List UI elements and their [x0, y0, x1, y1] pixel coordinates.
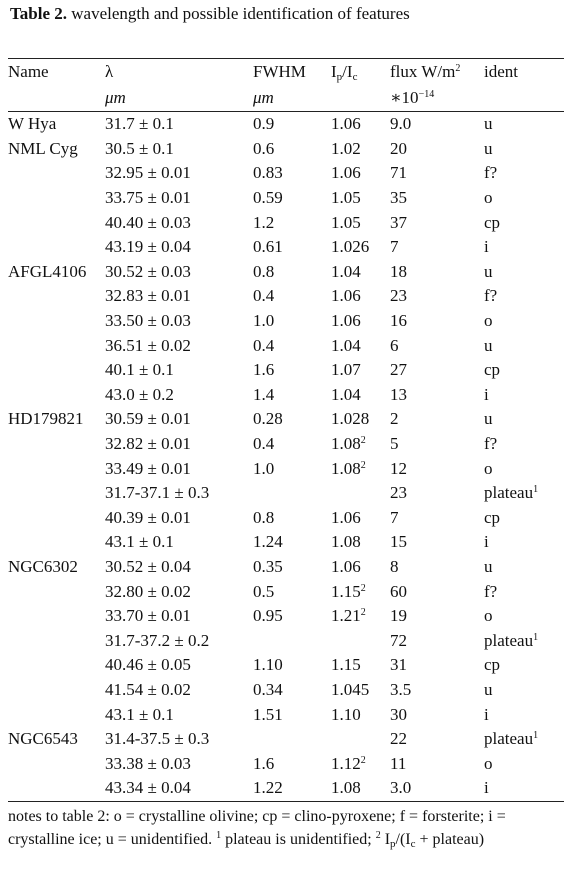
cell-name: AFGL4106: [8, 261, 87, 281]
cell-name: [8, 186, 105, 211]
cell-ident: i: [484, 778, 489, 798]
cell-lambda: 40.46 ± 0.05: [105, 655, 191, 675]
table-row: [8, 309, 564, 334]
table-row: [8, 210, 564, 235]
cell-ratio: 1.21$^2$: [331, 606, 366, 626]
cell-lambda: 32.95 ± 0.01: [105, 163, 191, 183]
table-page: [8, 4, 564, 851]
cell-fwhm: [253, 481, 331, 506]
cell-lambda: 31.7 ± 0.1: [105, 112, 253, 137]
cell-name: [8, 161, 105, 186]
cell-fwhm: 0.95: [253, 606, 283, 626]
table-row: [8, 432, 564, 457]
cell-fwhm: 0.59: [253, 188, 283, 208]
cell-ratio: 1.08$^2$: [331, 458, 366, 478]
table-row: [8, 555, 564, 580]
cell-ident: f?: [484, 581, 498, 601]
table-row: [8, 579, 564, 604]
cell-ratio: 1.06: [331, 556, 361, 576]
caption-label: Table 2.: [10, 4, 68, 23]
cell-flux: 22: [390, 729, 407, 749]
cell-lambda: 30.59 ± 0.01: [105, 409, 191, 429]
cell-fwhm: 1.6: [253, 360, 275, 380]
cell-name: [8, 506, 105, 531]
cell-fwhm: 0.8: [253, 507, 275, 527]
cell-lambda: 33.49 ± 0.01: [105, 458, 191, 478]
cell-ratio: 1.12$^2$: [331, 753, 366, 773]
header-fwhm-unit: μm: [253, 88, 274, 107]
cell-name: [8, 604, 105, 629]
cell-ident: u: [484, 261, 493, 281]
cell-ident: i: [484, 237, 489, 257]
cell-flux: 30: [390, 704, 407, 724]
table-row: [8, 481, 564, 506]
cell-ratio: 1.04: [331, 384, 361, 404]
cell-lambda: 40.1 ± 0.1: [105, 360, 174, 380]
cell-ratio: 1.02: [331, 138, 361, 158]
table-row: [8, 456, 564, 481]
cell-fwhm: 0.9: [253, 112, 331, 137]
table-header: [8, 59, 564, 112]
cell-flux: 7: [390, 507, 399, 527]
cell-name: NML Cyg: [8, 138, 78, 158]
cell-name: [8, 333, 105, 358]
cell-ident: o: [484, 311, 493, 331]
cell-lambda: 43.1 ± 0.1: [105, 532, 174, 552]
cell-flux: 71: [390, 163, 407, 183]
table-row: [8, 727, 564, 752]
cell-lambda: 40.40 ± 0.03: [105, 212, 191, 232]
cell-lambda: 33.50 ± 0.03: [105, 311, 191, 331]
table-row: [8, 260, 564, 285]
cell-ident: plateau$^1$: [484, 630, 539, 650]
cell-name: [8, 678, 105, 703]
cell-lambda: 40.39 ± 0.01: [105, 507, 191, 527]
cell-ident: f?: [484, 163, 498, 183]
cell-fwhm: 1.51: [253, 704, 283, 724]
cell-fwhm: 0.34: [253, 679, 283, 699]
cell-ratio: 1.026: [331, 237, 370, 257]
cell-ident: u: [484, 409, 493, 429]
cell-name: [8, 702, 105, 727]
cell-name: W Hya: [8, 112, 105, 137]
cell-ratio: 1.10: [331, 704, 361, 724]
cell-name: [8, 530, 105, 555]
table-row: [8, 776, 564, 801]
cell-lambda: 41.54 ± 0.02: [105, 679, 191, 699]
table-row: [8, 604, 564, 629]
cell-lambda: 30.52 ± 0.04: [105, 556, 191, 576]
cell-lambda: 36.51 ± 0.02: [105, 335, 191, 355]
cell-ident: cp: [484, 507, 501, 527]
cell-ratio: 1.028: [331, 409, 370, 429]
cell-name: [8, 383, 105, 408]
table-row: [8, 186, 564, 211]
cell-lambda: 33.38 ± 0.03: [105, 753, 191, 773]
cell-lambda: 30.52 ± 0.03: [105, 261, 191, 281]
table-row: [8, 137, 564, 162]
cell-flux: 27: [390, 360, 407, 380]
cell-ratio: 1.045: [331, 679, 370, 699]
cell-ident: plateau$^1$: [484, 483, 539, 503]
cell-fwhm: 0.6: [253, 138, 275, 158]
cell-ident: u: [484, 335, 493, 355]
cell-ratio: [331, 481, 390, 506]
cell-ident: i: [484, 532, 489, 552]
table-row: [8, 530, 564, 555]
table-row: [8, 702, 564, 727]
cell-flux: 23: [390, 286, 407, 306]
table-row: [8, 235, 564, 260]
features-table: [8, 59, 564, 801]
cell-fwhm: 0.4: [253, 434, 275, 454]
cell-flux: 31: [390, 655, 407, 675]
cell-fwhm: 1.2: [253, 212, 275, 232]
cell-flux: 5: [390, 434, 399, 454]
cell-fwhm: 1.4: [253, 384, 275, 404]
cell-flux: 15: [390, 532, 407, 552]
cell-ident: cp: [484, 360, 501, 380]
cell-ident: i: [484, 704, 489, 724]
cell-lambda: 43.0 ± 0.2: [105, 384, 174, 404]
table-body: [8, 112, 564, 801]
cell-ident: f?: [484, 286, 498, 306]
cell-ident: u: [484, 556, 493, 576]
cell-ident: cp: [484, 212, 501, 232]
cell-ratio: 1.06: [331, 163, 361, 183]
cell-flux: 3.5: [390, 679, 412, 699]
cell-lambda: 31.4-37.5 ± 0.3: [105, 729, 210, 749]
cell-flux: 11: [390, 753, 407, 773]
cell-ident: o: [484, 753, 493, 773]
header-name: Name: [8, 62, 49, 81]
cell-ratio: 1.05: [331, 212, 361, 232]
cell-flux: 19: [390, 606, 407, 626]
header-lambda-unit: μm: [105, 88, 126, 107]
cell-ratio: [331, 628, 390, 653]
cell-name: [8, 235, 105, 260]
cell-ident: o: [484, 458, 493, 478]
cell-flux: 60: [390, 581, 407, 601]
header-fwhm: FWHM: [253, 62, 306, 81]
cell-flux: 20: [390, 138, 407, 158]
cell-name: HD179821: [8, 409, 84, 429]
cell-flux: 72: [390, 630, 407, 650]
cell-lambda: 32.83 ± 0.01: [105, 286, 191, 306]
table-row: [8, 284, 564, 309]
table-row: [8, 678, 564, 703]
cell-flux: 7: [390, 237, 399, 257]
cell-flux: 37: [390, 212, 407, 232]
cell-ident: f?: [484, 434, 498, 454]
cell-name: NGC6302: [8, 556, 78, 576]
cell-ratio: 1.07: [331, 360, 361, 380]
cell-lambda: 33.75 ± 0.01: [105, 188, 191, 208]
cell-ident: u: [484, 138, 493, 158]
cell-ratio: 1.05: [331, 188, 361, 208]
cell-lambda: 33.70 ± 0.01: [105, 606, 191, 626]
cell-lambda: 43.19 ± 0.04: [105, 237, 191, 257]
cell-fwhm: 0.5: [253, 581, 275, 601]
cell-lambda: 32.82 ± 0.01: [105, 434, 191, 454]
cell-fwhm: 0.4: [253, 335, 275, 355]
header-row: [8, 59, 564, 85]
cell-name: [8, 628, 105, 653]
cell-ident: plateau$^1$: [484, 729, 539, 749]
cell-fwhm: 0.61: [253, 237, 283, 257]
table-caption: [10, 4, 564, 24]
cell-ratio: 1.06: [331, 112, 390, 137]
cell-ident: u: [484, 679, 493, 699]
cell-ratio: 1.04: [331, 261, 361, 281]
cell-ratio: 1.08$^2$: [331, 434, 366, 454]
header-units-row: [8, 85, 564, 112]
cell-lambda: 32.80 ± 0.02: [105, 581, 191, 601]
cell-lambda: 43.1 ± 0.1: [105, 704, 174, 724]
header-lambda: λ: [105, 62, 114, 81]
table-row: [8, 358, 564, 383]
table-row: [8, 112, 564, 137]
cell-flux: 9.0: [390, 112, 484, 137]
cell-fwhm: 1.24: [253, 532, 283, 552]
cell-ident: u: [484, 112, 564, 137]
cell-lambda: 31.7-37.1 ± 0.3: [105, 483, 210, 503]
cell-name: [8, 653, 105, 678]
cell-ratio: [331, 727, 390, 752]
cell-ratio: 1.04: [331, 335, 361, 355]
header-ip-ic: $I_p/I_c$: [331, 62, 358, 83]
table-row: [8, 751, 564, 776]
cell-ratio: 1.06: [331, 311, 361, 331]
cell-ident: i: [484, 384, 489, 404]
table-row: [8, 383, 564, 408]
cell-name: [8, 579, 105, 604]
table-row: [8, 506, 564, 531]
cell-fwhm: 0.28: [253, 409, 283, 429]
cell-fwhm: 1.6: [253, 753, 275, 773]
cell-name: NGC6543: [8, 729, 78, 749]
cell-name: [8, 358, 105, 383]
header-flux-scale: $∗10^{-14}$: [390, 88, 435, 107]
cell-flux: 8: [390, 556, 399, 576]
cell-flux: 3.0: [390, 778, 412, 798]
cell-name: [8, 284, 105, 309]
cell-ratio: 1.08: [331, 778, 361, 798]
cell-flux: 13: [390, 384, 407, 404]
cell-flux: 35: [390, 188, 407, 208]
cell-fwhm: 0.8: [253, 261, 275, 281]
cell-flux: 12: [390, 458, 407, 478]
cell-name: [8, 751, 105, 776]
cell-fwhm: 0.4: [253, 286, 275, 306]
cell-ident: o: [484, 188, 493, 208]
header-flux: flux $W/m^2$: [390, 62, 461, 81]
cell-name: [8, 456, 105, 481]
table-row: [8, 407, 564, 432]
cell-flux: 18: [390, 261, 407, 281]
cell-ratio: 1.06: [331, 286, 361, 306]
cell-name: [8, 309, 105, 334]
cell-flux: 2: [390, 409, 399, 429]
cell-name: [8, 210, 105, 235]
cell-fwhm: 0.35: [253, 556, 283, 576]
cell-ratio: 1.06: [331, 507, 361, 527]
cell-flux: 23: [390, 483, 407, 503]
cell-name: [8, 776, 105, 801]
cell-name: [8, 432, 105, 457]
cell-ident: o: [484, 606, 493, 626]
cell-lambda: 31.7-37.2 ± 0.2: [105, 630, 210, 650]
cell-flux: 16: [390, 311, 407, 331]
table-row: [8, 333, 564, 358]
table-row: [8, 628, 564, 653]
cell-fwhm: [253, 628, 331, 653]
table-row: [8, 161, 564, 186]
cell-ident: cp: [484, 655, 501, 675]
cell-fwhm: 1.10: [253, 655, 283, 675]
cell-ratio: 1.15: [331, 655, 361, 675]
cell-fwhm: 1.0: [253, 458, 275, 478]
cell-lambda: 43.34 ± 0.04: [105, 778, 191, 798]
header-ident: ident: [484, 62, 518, 81]
cell-fwhm: 1.22: [253, 778, 283, 798]
table-row: [8, 653, 564, 678]
bottom-rule: [8, 801, 564, 802]
cell-ratio: 1.15$^2$: [331, 581, 366, 601]
cell-lambda: 30.5 ± 0.1: [105, 138, 174, 158]
cell-flux: 6: [390, 335, 399, 355]
cell-fwhm: [253, 727, 331, 752]
caption-text: wavelength and possible identification of features: [67, 4, 410, 23]
cell-ratio: 1.08: [331, 532, 361, 552]
table-notes: notes to table 2: o = crystalline olivine; cp = clino-pyroxene; f = forsterite; i = crystalline ice; u = unidentified. $^1$ plateau is unidentified; $^2$ $I_p/(I_c$ + plateau): [8, 807, 506, 850]
cell-name: [8, 481, 105, 506]
cell-fwhm: 1.0: [253, 311, 275, 331]
cell-fwhm: 0.83: [253, 163, 283, 183]
